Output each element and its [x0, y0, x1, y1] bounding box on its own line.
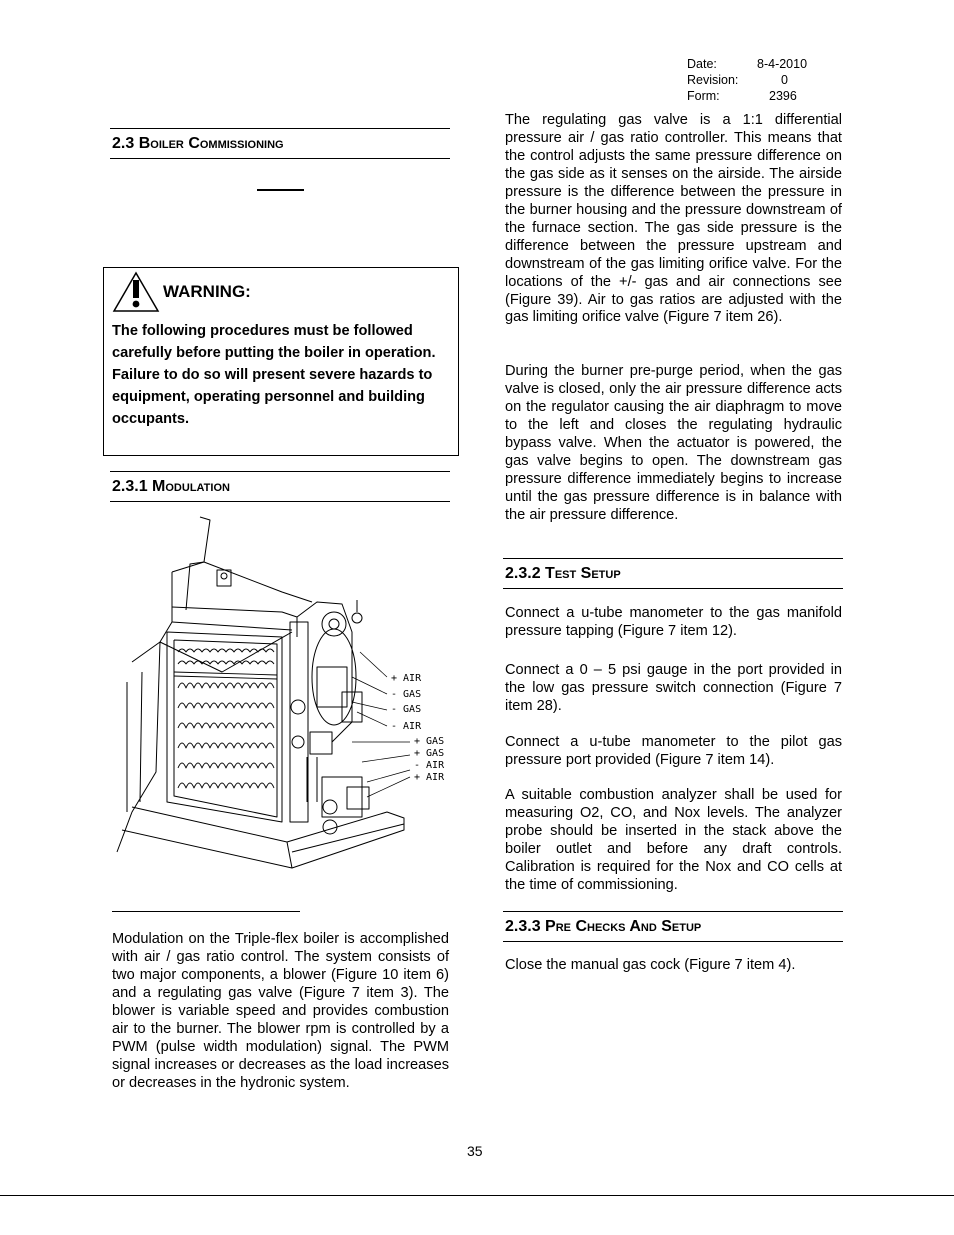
figure-label: + GAS: [414, 748, 445, 759]
form-value: 2396: [769, 89, 797, 103]
section-title: Pre Checks And Setup: [545, 918, 702, 935]
document-meta: [687, 56, 827, 106]
date-label: Date:: [687, 57, 717, 71]
figure-label: - GAS: [391, 704, 422, 715]
warning-body: The following procedures must be followed carefully before putting the boiler in operation. Failure to do so will present severe hazards to equipment, operating personnel and building occupants.: [112, 323, 436, 427]
figure-label: + AIR: [391, 673, 422, 684]
section-heading-2-3-1: [110, 471, 450, 502]
right-paragraph-2: During the burner pre-purge period, when the gas valve is closed, only the air pressure difference acts on the regulator causing the air diaphragm to move to the left and closes the regulating hydraulic bypass valve. When the actuator is powered, the gas valve begins to open. The downstream gas pressure difference immediately begins to increase until the gas pressure difference is in balance with the air pressure difference.: [505, 363, 842, 523]
section-number: 2.3: [112, 135, 135, 152]
date-value: 8-4-2010: [757, 57, 808, 71]
section-title: Test Setup: [545, 565, 621, 582]
form-label: Form:: [687, 89, 720, 103]
section-heading-2-3-2: [503, 558, 843, 589]
figure-label: + AIR: [414, 772, 445, 783]
warning-title: WARNING:: [163, 282, 251, 301]
short-rule: [257, 189, 304, 191]
figure-separator: [112, 911, 300, 912]
section-number: 2.3.2: [505, 565, 541, 582]
boiler-figure: [112, 512, 452, 892]
test-setup-paragraph-2: Connect a 0 – 5 psi gauge in the port provided in the low gas pressure switch connection (Figure 7 item 28).: [505, 662, 842, 714]
revision-value: 0: [781, 73, 788, 87]
section-heading-2-3: [110, 128, 450, 159]
right-paragraph-1: The regulating gas valve is a 1:1 differential pressure air / gas ratio controller. This means that the control adjusts the same pressure difference on the gas side as it senses on the airside. The airside pressure is the difference between the pressure in the burner housing and the pressure downstream of the furnace section. The gas side pressure is the difference between the pressure upstream and downstream of the gas limiting orifice valve. For the locations of the +/- gas and air connections see (Figure 39). Air to gas ratios are adjusted with the gas limiting orifice valve (Figure 7 item 26).: [505, 112, 842, 326]
page-number: 35: [467, 1143, 483, 1159]
test-setup-paragraph-3: Connect a u-tube manometer to the pilot gas pressure port provided (Figure 7 item 14).: [505, 734, 842, 768]
section-title: Boiler Commissioning: [138, 135, 284, 152]
section-number: 2.3.1: [112, 478, 148, 495]
warning-box: [103, 267, 459, 456]
test-setup-paragraph-4: A suitable combustion analyzer shall be used for measuring O2, CO, and Nox levels. The analyzer probe should be inserted in the stack above the boiler outlet and before any draft controls. Calibration is required for the Nox and CO cells at the time of commissioning.: [505, 787, 842, 893]
pre-checks-paragraph-1: Close the manual gas cock (Figure 7 item 4).: [505, 957, 796, 973]
section-number: 2.3.3: [505, 918, 541, 935]
figure-label: - GAS: [391, 689, 422, 700]
warning-icon: [111, 270, 161, 314]
test-setup-paragraph-1: Connect a u-tube manometer to the gas manifold pressure tapping (Figure 7 item 12).: [505, 605, 842, 639]
figure-label: + GAS: [414, 736, 445, 747]
revision-label: Revision:: [687, 73, 739, 87]
figure-label: - AIR: [391, 721, 422, 732]
section-heading-2-3-3: [503, 911, 843, 942]
section-title: Modulation: [152, 478, 230, 495]
modulation-paragraph: Modulation on the Triple-flex boiler is accomplished with air / gas ratio control. The system consists of two major components, a blower (Figure 10 item 6) and a regulating gas valve (Figure 7 item 3). The blower is variable speed and provides combustion air to the burner. The blower rpm is controlled by a PWM (pulse width modulation) signal. The PWM signal increases or decreases as the load increases or decreases in the hydronic system.: [112, 931, 449, 1091]
footer-rule: [0, 1195, 954, 1196]
figure-label: - AIR: [414, 760, 445, 771]
